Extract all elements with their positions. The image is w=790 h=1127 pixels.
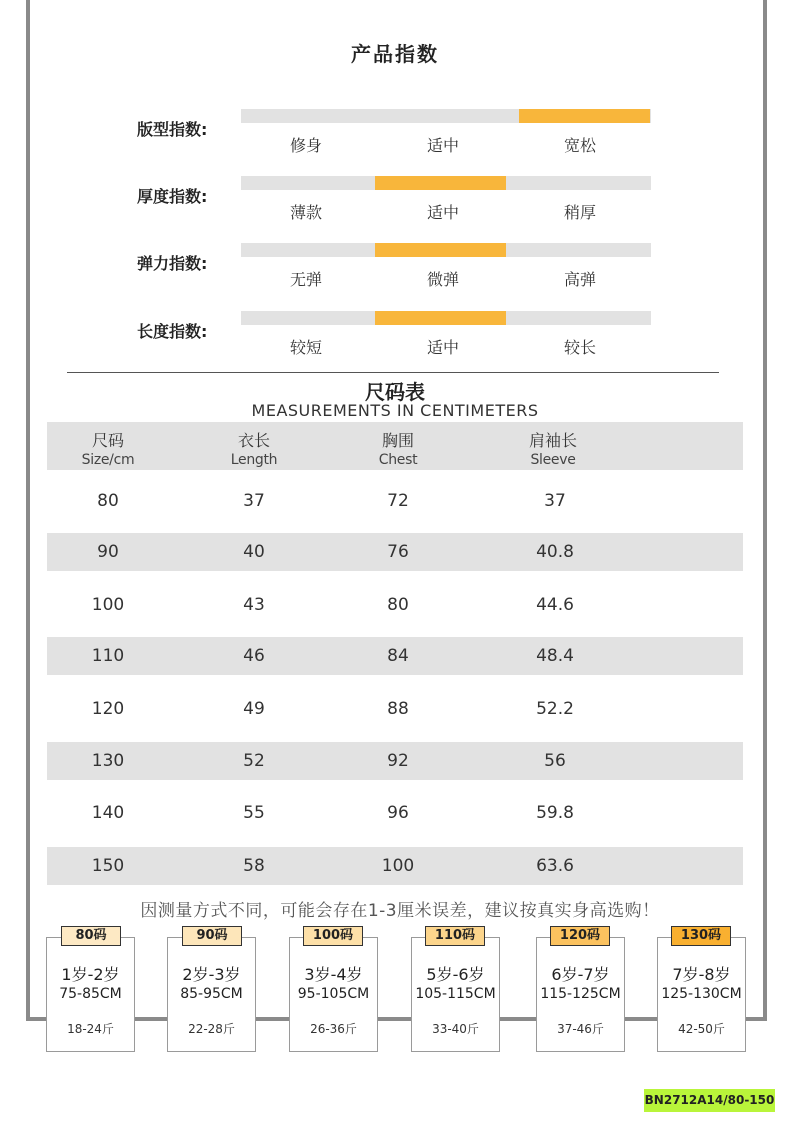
index-segment <box>519 176 650 190</box>
index-segment <box>375 243 506 257</box>
cell-chest: 84 <box>387 646 409 666</box>
cell-size: 90 <box>97 542 119 562</box>
card-age: 5岁-6岁 <box>426 965 485 984</box>
card-weight: 42-50斤 <box>678 1022 725 1036</box>
size-card <box>46 937 135 1052</box>
index-label: 版型指数: <box>137 120 208 139</box>
size-badge: 80码 <box>61 926 121 946</box>
header-zh: 尺码 <box>91 431 124 450</box>
header-zh: 肩袖长 <box>528 431 577 450</box>
index-option: 宽松 <box>563 136 596 155</box>
card-age: 6岁-7岁 <box>551 965 610 984</box>
cell-chest: 80 <box>387 595 409 615</box>
size-badge: 110码 <box>425 926 485 946</box>
cell-length: 49 <box>243 699 265 719</box>
header-size <box>48 422 168 468</box>
header-en: Sleeve <box>530 452 576 468</box>
card-height: 85-95CM <box>180 986 243 1002</box>
product-code-badge: BN2712A14/80-150 <box>644 1089 775 1112</box>
header-chest <box>338 422 458 468</box>
index-segment <box>241 109 372 123</box>
card-height: 95-105CM <box>297 986 370 1002</box>
card-weight: 37-46斤 <box>557 1022 604 1036</box>
header-en: Length <box>230 452 278 468</box>
index-segment <box>241 243 372 257</box>
cell-length: 37 <box>243 491 265 511</box>
size-badge: 130码 <box>671 926 731 946</box>
index-label: 长度指数: <box>137 322 208 341</box>
index-bar <box>241 311 651 325</box>
card-age: 3岁-4岁 <box>304 965 363 984</box>
measurement-note: 因测量方式不同，可能会存在1-3厘米误差，建议按真实身高选购！ <box>140 901 660 921</box>
index-bar <box>241 109 651 123</box>
cell-sleeve: 56 <box>544 751 566 771</box>
table-row <box>47 533 743 571</box>
cell-length: 52 <box>243 751 265 771</box>
size-card <box>411 937 500 1052</box>
index-segment <box>241 311 372 325</box>
index-bar <box>241 176 651 190</box>
index-option: 微弹 <box>426 270 459 289</box>
cell-length: 58 <box>243 856 265 876</box>
size-table-header <box>47 422 743 470</box>
index-bar <box>241 243 651 257</box>
index-option: 修身 <box>289 136 322 155</box>
card-age: 7岁-8岁 <box>672 965 731 984</box>
index-label: 厚度指数: <box>137 187 208 206</box>
index-option: 适中 <box>426 338 459 357</box>
card-weight: 18-24斤 <box>67 1022 114 1036</box>
cell-size: 110 <box>91 646 125 666</box>
card-height: 105-115CM <box>415 986 496 1002</box>
card-weight: 26-36斤 <box>310 1022 357 1036</box>
cell-length: 55 <box>243 803 265 823</box>
cell-size: 150 <box>91 856 125 876</box>
cell-sleeve: 37 <box>544 491 566 511</box>
header-zh: 衣长 <box>237 431 270 450</box>
index-option: 稍厚 <box>563 203 596 222</box>
cell-size: 80 <box>97 491 119 511</box>
header-en: Chest <box>378 452 418 468</box>
card-weight: 33-40斤 <box>432 1022 479 1036</box>
index-option: 适中 <box>426 203 459 222</box>
cell-length: 40 <box>243 542 265 562</box>
size-card <box>536 937 625 1052</box>
size-badge: 90码 <box>182 926 242 946</box>
size-card <box>167 937 256 1052</box>
cell-sleeve: 52.2 <box>536 699 574 719</box>
index-option: 较短 <box>289 338 322 357</box>
index-option: 无弹 <box>289 270 322 289</box>
card-weight: 22-28斤 <box>188 1022 235 1036</box>
table-row <box>47 482 743 520</box>
table-row <box>47 586 743 624</box>
size-chart-subtitle: MEASUREMENTS IN CENTIMETERS <box>251 401 539 420</box>
index-row-thickness <box>0 176 790 226</box>
section-divider <box>67 372 719 373</box>
cell-chest: 92 <box>387 751 409 771</box>
table-row <box>47 637 743 675</box>
cell-length: 46 <box>243 646 265 666</box>
header-sleeve <box>493 422 613 468</box>
size-card <box>289 937 378 1052</box>
cell-size: 100 <box>91 595 125 615</box>
index-segment <box>375 176 506 190</box>
index-segment <box>375 109 506 123</box>
cell-sleeve: 48.4 <box>536 646 574 666</box>
index-option: 适中 <box>426 136 459 155</box>
cell-sleeve: 63.6 <box>536 856 574 876</box>
card-height: 75-85CM <box>59 986 122 1002</box>
size-card <box>657 937 746 1052</box>
size-badge: 100码 <box>303 926 363 946</box>
table-row <box>47 742 743 780</box>
index-row-elasticity <box>0 243 790 293</box>
size-badge: 120码 <box>550 926 610 946</box>
product-index-title: 产品指数 <box>351 42 439 66</box>
cell-chest: 76 <box>387 542 409 562</box>
index-label: 弹力指数: <box>137 254 208 273</box>
index-segment <box>519 311 650 325</box>
index-segment <box>241 176 372 190</box>
card-age: 2岁-3岁 <box>182 965 241 984</box>
cell-chest: 72 <box>387 491 409 511</box>
cell-chest: 88 <box>387 699 409 719</box>
index-row-fit <box>0 109 790 159</box>
frame-bottom-border <box>26 1017 767 1021</box>
cell-chest: 100 <box>381 856 415 876</box>
index-option: 高弹 <box>563 270 596 289</box>
header-en: Size/cm <box>81 452 135 468</box>
card-height: 115-125CM <box>540 986 621 1002</box>
cell-length: 43 <box>243 595 265 615</box>
index-option: 较长 <box>563 338 596 357</box>
cell-size: 140 <box>91 803 125 823</box>
index-segment <box>519 109 650 123</box>
cell-size: 130 <box>91 751 125 771</box>
index-option: 薄款 <box>289 203 322 222</box>
card-age: 1岁-2岁 <box>61 965 120 984</box>
cell-sleeve: 44.6 <box>536 595 574 615</box>
size-chart-title: 尺码表 <box>365 380 425 404</box>
table-row <box>47 847 743 885</box>
header-length <box>194 422 314 468</box>
header-zh: 胸围 <box>381 431 414 450</box>
cell-sleeve: 40.8 <box>536 542 574 562</box>
cell-chest: 96 <box>387 803 409 823</box>
table-row <box>47 794 743 832</box>
card-height: 125-130CM <box>661 986 742 1002</box>
cell-size: 120 <box>91 699 125 719</box>
cell-sleeve: 59.8 <box>536 803 574 823</box>
index-segment <box>519 243 650 257</box>
index-segment <box>375 311 506 325</box>
table-row <box>47 690 743 728</box>
index-row-length <box>0 311 790 361</box>
